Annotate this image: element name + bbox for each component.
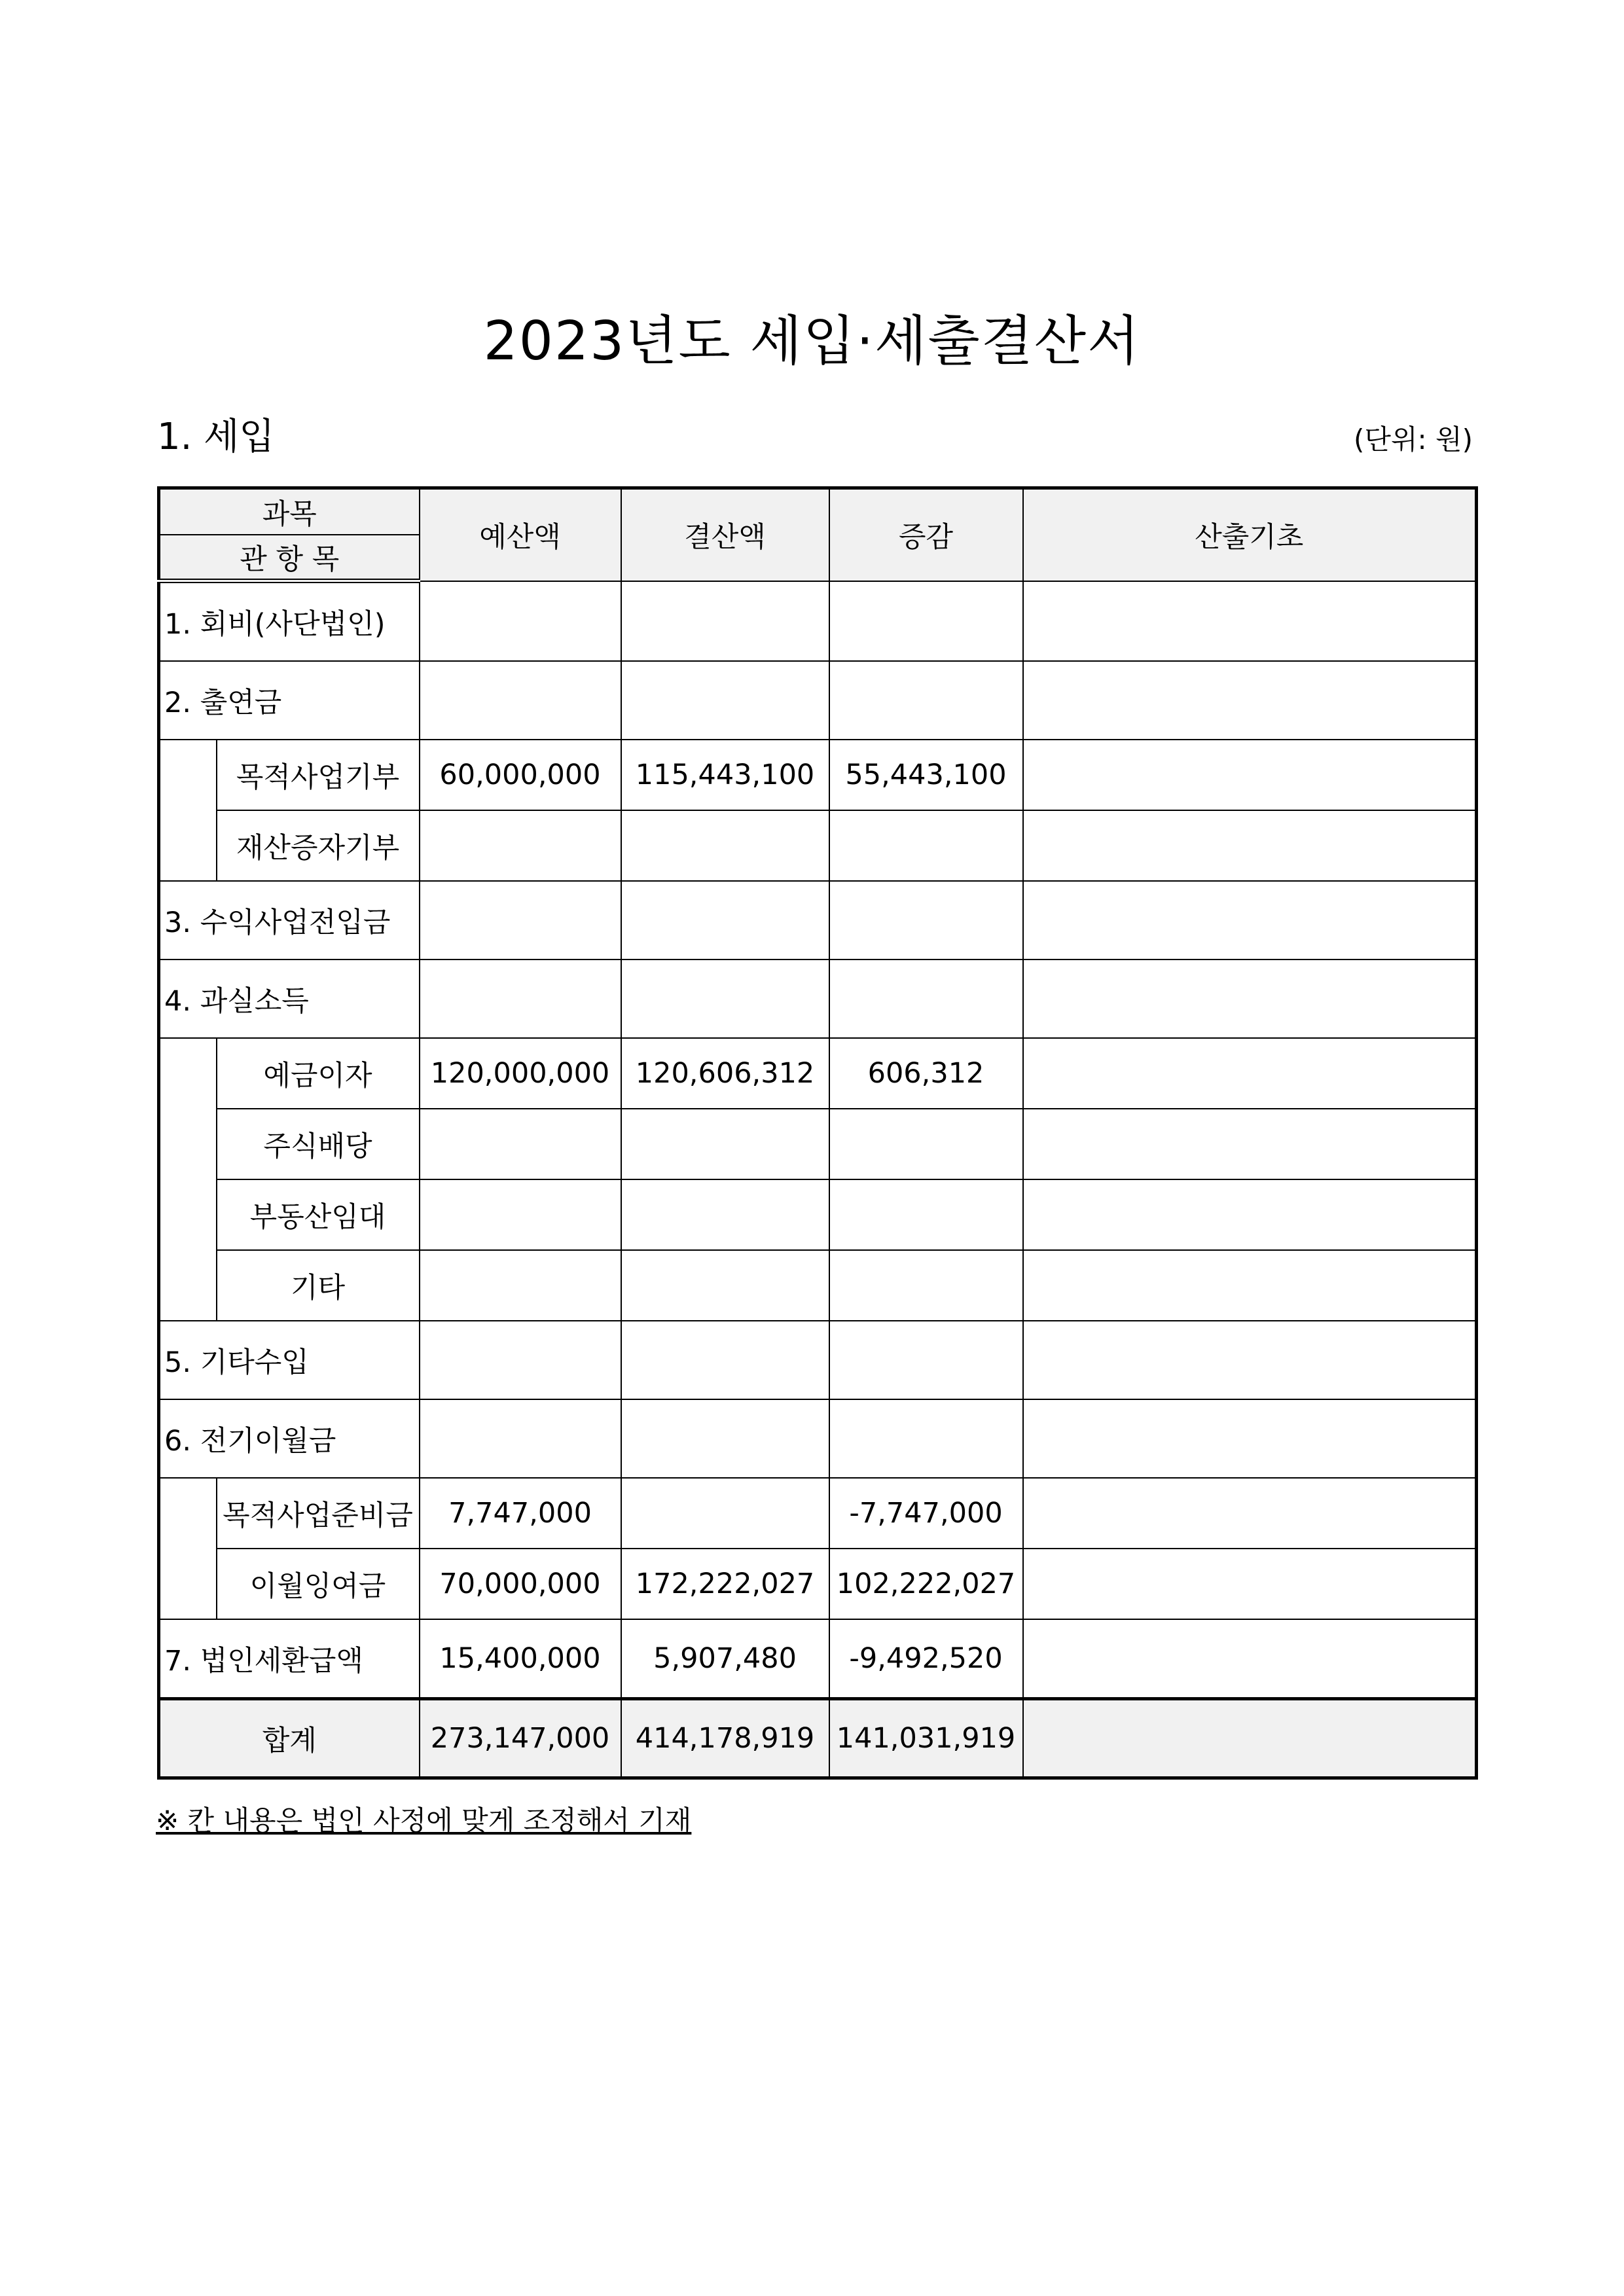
row-name: 2. 출연금 bbox=[159, 661, 420, 740]
row-settled: 120,606,312 bbox=[621, 1038, 829, 1109]
indent-cell bbox=[159, 1038, 217, 1321]
row-name: 3. 수익사업전입금 bbox=[159, 881, 420, 960]
table-row bbox=[159, 1179, 1477, 1250]
row-change: -7,747,000 bbox=[829, 1478, 1023, 1549]
row-basis bbox=[1023, 581, 1477, 662]
footnote: ※ 칸 내용은 법인 사정에 맞게 조정해서 기재 bbox=[156, 1804, 692, 1837]
table-row bbox=[159, 810, 1477, 881]
row-name: 예금이자 bbox=[217, 1038, 420, 1109]
row-basis bbox=[1023, 1109, 1477, 1179]
row-settled: 115,443,100 bbox=[621, 740, 829, 810]
table-row bbox=[159, 1250, 1477, 1321]
table-row bbox=[159, 881, 1477, 960]
row-settled bbox=[621, 1250, 829, 1321]
row-basis bbox=[1023, 810, 1477, 881]
row-settled bbox=[621, 881, 829, 960]
row-name: 주식배당 bbox=[217, 1109, 420, 1179]
row-change: 102,222,027 bbox=[829, 1549, 1023, 1619]
total-basis bbox=[1023, 1699, 1477, 1778]
row-basis bbox=[1023, 881, 1477, 960]
row-name: 4. 과실소득 bbox=[159, 960, 420, 1038]
row-change bbox=[829, 1109, 1023, 1179]
row-settled bbox=[621, 1321, 829, 1399]
row-name: 5. 기타수입 bbox=[159, 1321, 420, 1399]
table-row bbox=[159, 1619, 1477, 1699]
row-basis bbox=[1023, 1399, 1477, 1478]
header-budget: 예산액 bbox=[420, 488, 621, 581]
total-budget: 273,147,000 bbox=[420, 1699, 621, 1778]
row-budget bbox=[420, 1250, 621, 1321]
row-settled bbox=[621, 1399, 829, 1478]
table-row bbox=[159, 661, 1477, 740]
table-row bbox=[159, 960, 1477, 1038]
table-row bbox=[159, 581, 1477, 662]
row-name: 1. 회비(사단법인) bbox=[159, 581, 420, 662]
table-row bbox=[159, 1399, 1477, 1478]
row-change bbox=[829, 581, 1023, 662]
row-basis bbox=[1023, 1179, 1477, 1250]
row-name: 이월잉여금 bbox=[217, 1549, 420, 1619]
page-title: 2023년도 세입·세출결산서 bbox=[483, 310, 1141, 372]
header-row bbox=[159, 488, 1477, 535]
row-budget: 7,747,000 bbox=[420, 1478, 621, 1549]
table-row bbox=[159, 740, 1477, 810]
row-budget bbox=[420, 661, 621, 740]
row-basis bbox=[1023, 960, 1477, 1038]
row-budget bbox=[420, 1179, 621, 1250]
row-settled bbox=[621, 960, 829, 1038]
section-title: 1. 세입 bbox=[157, 416, 275, 458]
row-name: 7. 법인세환급액 bbox=[159, 1619, 420, 1699]
table-row bbox=[159, 1038, 1477, 1109]
table-row bbox=[159, 1549, 1477, 1619]
row-settled bbox=[621, 661, 829, 740]
row-change bbox=[829, 960, 1023, 1038]
row-budget bbox=[420, 810, 621, 881]
row-change: 606,312 bbox=[829, 1038, 1023, 1109]
row-change bbox=[829, 1399, 1023, 1478]
row-change: -9,492,520 bbox=[829, 1619, 1023, 1699]
row-change bbox=[829, 1250, 1023, 1321]
row-name: 재산증자기부 bbox=[217, 810, 420, 881]
revenue-table bbox=[157, 486, 1478, 1780]
row-settled bbox=[621, 1109, 829, 1179]
row-name: 부동산임대 bbox=[217, 1179, 420, 1250]
row-basis bbox=[1023, 1038, 1477, 1109]
row-budget bbox=[420, 881, 621, 960]
row-basis bbox=[1023, 1250, 1477, 1321]
indent-cell bbox=[159, 1478, 217, 1619]
row-basis bbox=[1023, 1619, 1477, 1699]
row-budget: 70,000,000 bbox=[420, 1549, 621, 1619]
row-change bbox=[829, 881, 1023, 960]
row-name: 목적사업기부 bbox=[217, 740, 420, 810]
row-name: 기타 bbox=[217, 1250, 420, 1321]
row-settled bbox=[621, 810, 829, 881]
row-change bbox=[829, 1179, 1023, 1250]
row-budget: 60,000,000 bbox=[420, 740, 621, 810]
table-row bbox=[159, 1109, 1477, 1179]
total-label: 합계 bbox=[159, 1699, 420, 1778]
revenue-table-wrap bbox=[157, 486, 1478, 1780]
row-budget bbox=[420, 1399, 621, 1478]
total-settled: 414,178,919 bbox=[621, 1699, 829, 1778]
table-row bbox=[159, 1321, 1477, 1399]
row-basis bbox=[1023, 740, 1477, 810]
row-change bbox=[829, 1321, 1023, 1399]
row-name: 6. 전기이월금 bbox=[159, 1399, 420, 1478]
total-change: 141,031,919 bbox=[829, 1699, 1023, 1778]
row-name: 목적사업준비금 bbox=[217, 1478, 420, 1549]
total-row bbox=[159, 1699, 1477, 1778]
row-budget: 120,000,000 bbox=[420, 1038, 621, 1109]
header-settled: 결산액 bbox=[621, 488, 829, 581]
unit-label: (단위: 원) bbox=[1354, 423, 1473, 456]
row-settled: 5,907,480 bbox=[621, 1619, 829, 1699]
table-row bbox=[159, 1478, 1477, 1549]
header-change: 증감 bbox=[829, 488, 1023, 581]
row-settled: 172,222,027 bbox=[621, 1549, 829, 1619]
row-budget: 15,400,000 bbox=[420, 1619, 621, 1699]
row-budget bbox=[420, 581, 621, 662]
indent-cell bbox=[159, 740, 217, 881]
row-change: 55,443,100 bbox=[829, 740, 1023, 810]
row-budget bbox=[420, 1109, 621, 1179]
row-settled bbox=[621, 581, 829, 662]
row-basis bbox=[1023, 1549, 1477, 1619]
row-settled bbox=[621, 1179, 829, 1250]
row-basis bbox=[1023, 1478, 1477, 1549]
row-change bbox=[829, 661, 1023, 740]
header-basis: 산출기초 bbox=[1023, 488, 1477, 581]
row-budget bbox=[420, 1321, 621, 1399]
row-settled bbox=[621, 1478, 829, 1549]
header-category-sub: 관 항 목 bbox=[159, 535, 420, 581]
header-category: 과목 bbox=[159, 488, 420, 535]
row-change bbox=[829, 810, 1023, 881]
row-budget bbox=[420, 960, 621, 1038]
row-basis bbox=[1023, 1321, 1477, 1399]
row-basis bbox=[1023, 661, 1477, 740]
